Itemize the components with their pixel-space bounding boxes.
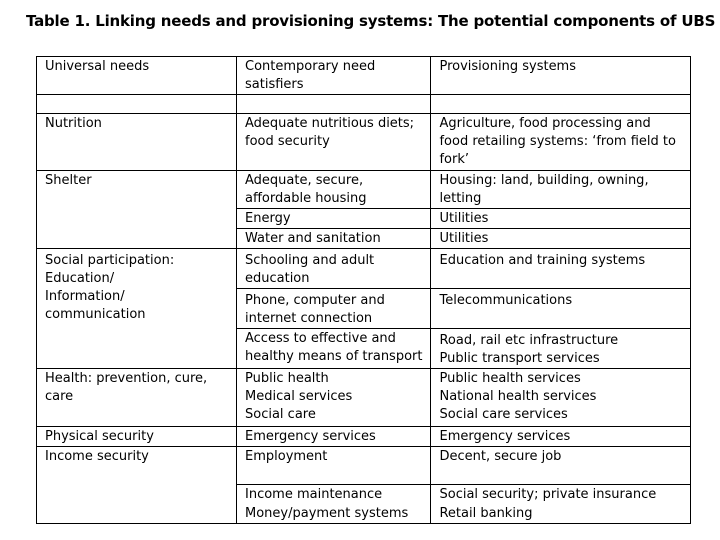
need-income-security: Income security xyxy=(37,447,237,524)
table-header-row xyxy=(37,57,691,95)
need-nutrition: Nutrition xyxy=(37,114,237,171)
table-title: Table 1. Linking needs and provisioning systems: The potential components of UBS xyxy=(26,12,716,30)
satisfier-emergency: Emergency services xyxy=(237,427,431,447)
table-row-social xyxy=(37,249,691,289)
satisfier-schooling: Schooling and adult education xyxy=(237,249,431,289)
need-social-participation: Social participation: Education/ Information/ communication xyxy=(37,249,237,369)
header-need-satisfiers: Contemporary need satisfiers xyxy=(237,57,431,95)
provision-income-maintenance: Social security; private insurance xyxy=(431,485,691,505)
provision-energy: Utilities xyxy=(431,209,691,229)
provision-emergency: Emergency services xyxy=(431,427,691,447)
provision-nutrition: Agriculture, food processing and food retailing systems: ‘from field to fork’ xyxy=(431,114,691,171)
provision-water: Utilities xyxy=(431,229,691,249)
satisfier-phone: Phone, computer and internet connection xyxy=(237,289,431,329)
table-row-shelter xyxy=(37,171,691,209)
need-shelter: Shelter xyxy=(37,171,237,249)
ubs-table xyxy=(36,56,691,524)
need-health: Health: prevention, cure, care xyxy=(37,369,237,427)
satisfier-income-maintenance: Income maintenance xyxy=(237,485,431,505)
provision-education: Education and training systems xyxy=(431,249,691,289)
table-row-nutrition xyxy=(37,114,691,171)
satisfier-water: Water and sanitation xyxy=(237,229,431,249)
satisfier-housing: Adequate, secure, affordable housing xyxy=(237,171,431,209)
header-provisioning-systems: Provisioning systems xyxy=(431,57,691,95)
satisfier-energy: Energy xyxy=(237,209,431,229)
provision-employment: Decent, secure job xyxy=(431,447,691,485)
blank-row xyxy=(37,95,691,114)
satisfier-nutrition: Adequate nutritious diets; food security xyxy=(237,114,431,171)
table-row-income xyxy=(37,447,691,485)
need-physical-security: Physical security xyxy=(37,427,237,447)
provision-transport: Road, rail etc infrastructure Public transport services xyxy=(431,329,691,369)
provision-housing: Housing: land, building, owning, letting xyxy=(431,171,691,209)
table-row-health xyxy=(37,369,691,427)
provision-telecom: Telecommunications xyxy=(431,289,691,329)
provision-health: Public health services National health services Social care services xyxy=(431,369,691,427)
table-row-physical-security xyxy=(37,427,691,447)
satisfier-payments: Money/payment systems xyxy=(237,504,431,524)
satisfier-health: Public health Medical services Social care xyxy=(237,369,431,427)
satisfier-transport: Access to effective and healthy means of transport xyxy=(237,329,431,369)
provision-banking: Retail banking xyxy=(431,504,691,524)
satisfier-employment: Employment xyxy=(237,447,431,485)
header-universal-needs: Universal needs xyxy=(37,57,237,95)
